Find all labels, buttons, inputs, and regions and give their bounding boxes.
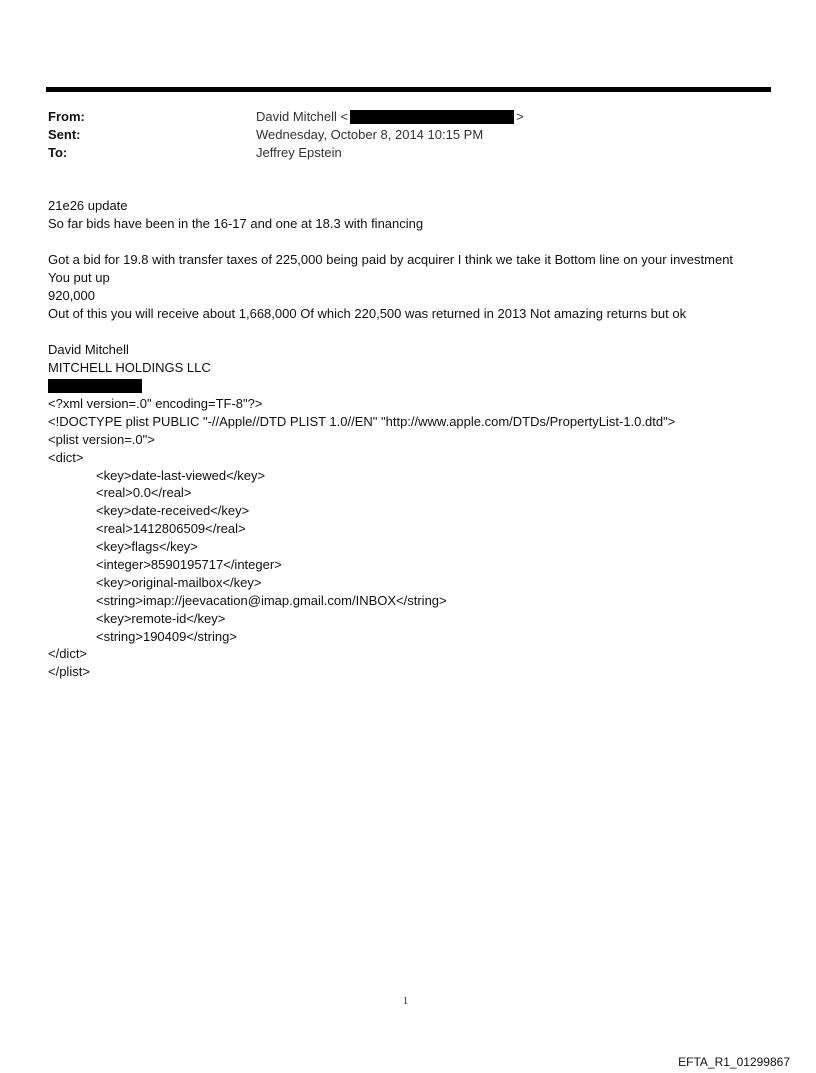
- sent-label: Sent:: [48, 127, 81, 142]
- xml-line: <string>190409</string>: [96, 628, 237, 644]
- message-line: Got a bid for 19.8 with transfer taxes of 225,000 being paid by acquirer I think we take it Bottom line on your investment: [48, 252, 734, 267]
- page-number: 1: [403, 996, 408, 1007]
- xml-line: <key>date-last-viewed</key>: [96, 467, 266, 483]
- from-close-bracket: >: [516, 109, 524, 124]
- from-name: David Mitchell: [256, 109, 337, 124]
- to-value: Jeffrey Epstein: [256, 145, 342, 160]
- blank-line: [48, 233, 778, 251]
- xml-line: <key>original-mailbox</key>: [96, 574, 262, 590]
- xml-line: <string>imap://jeevacation@imap.gmail.com/INBOX</string>: [96, 592, 447, 608]
- xml-line: <real>0.0</real>: [96, 485, 192, 501]
- redacted-signature-line: [48, 379, 142, 393]
- to-label: To:: [48, 145, 68, 160]
- message-line: 21e26 update: [48, 198, 128, 213]
- message-line: You put up: [48, 270, 110, 285]
- email-body: [48, 197, 778, 681]
- message-line: Out of this you will receive about 1,668,000 Of which 220,500 was returned in 2013 Not amazing returns but ok: [48, 306, 687, 321]
- redacted-email: [350, 110, 514, 124]
- from-label: From:: [48, 109, 85, 124]
- blank-line: [48, 323, 778, 341]
- signature-company: MITCHELL HOLDINGS LLC: [48, 360, 211, 375]
- message-line: So far bids have been in the 16-17 and one at 18.3 with financing: [48, 216, 424, 231]
- from-value: [256, 108, 524, 126]
- document-id: EFTA_R1_01299867: [678, 1055, 790, 1069]
- message-line: 920,000: [48, 288, 95, 303]
- email-header: [48, 108, 768, 162]
- xml-line: <plist version=.0">: [48, 431, 155, 447]
- header-divider: [46, 87, 771, 92]
- xml-line: <integer>8590195717</integer>: [96, 557, 282, 573]
- xml-line: </plist>: [48, 664, 90, 680]
- signature-name: David Mitchell: [48, 342, 129, 357]
- message-text: [48, 197, 778, 341]
- xml-line: <dict>: [48, 449, 84, 465]
- to-row: [48, 144, 768, 162]
- xml-line: <key>flags</key>: [96, 539, 198, 555]
- xml-line: <real>1412806509</real>: [96, 521, 246, 537]
- xml-line: <?xml version=.0" encoding=TF-8"?>: [48, 396, 263, 411]
- from-open-bracket: <: [340, 109, 349, 124]
- from-row: [48, 108, 768, 126]
- xml-line: <key>date-received</key>: [96, 503, 250, 519]
- xml-line: <!DOCTYPE plist PUBLIC "-//Apple//DTD PLIST 1.0//EN" "http://www.apple.com/DTDs/PropertyList-1.0.dtd">: [48, 413, 676, 429]
- xml-line: <key>remote-id</key>: [96, 610, 226, 626]
- sent-row: [48, 126, 768, 144]
- sent-value: Wednesday, October 8, 2014 10:15 PM: [256, 127, 484, 142]
- plist-metadata: [48, 395, 778, 681]
- xml-line: </dict>: [48, 646, 88, 662]
